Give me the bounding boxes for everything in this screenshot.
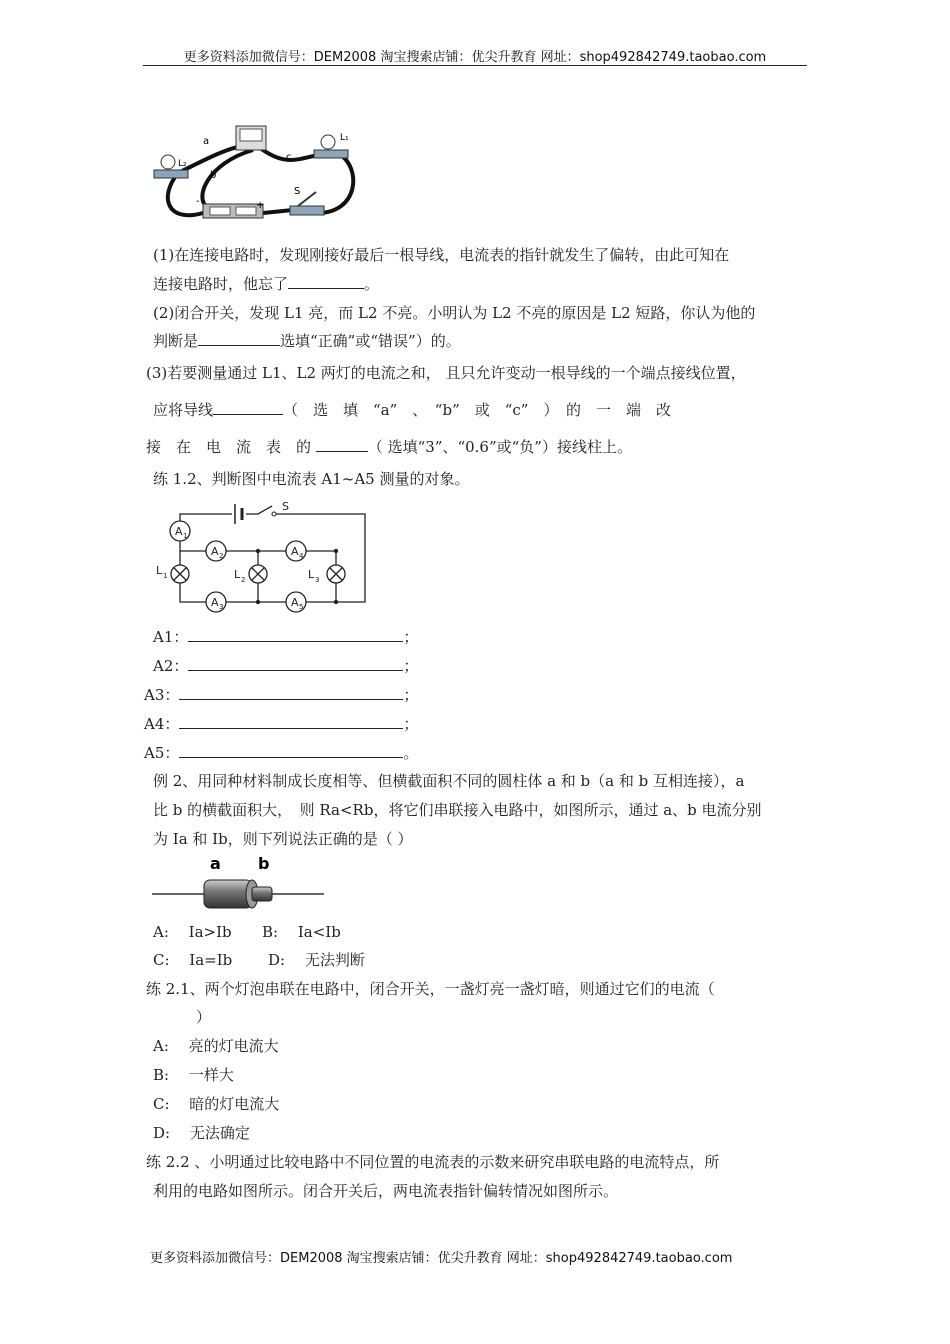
switch <box>290 206 324 215</box>
answer-a1-blank[interactable] <box>188 627 403 642</box>
q1-part3-line1: (3)若要测量通过 L1、L2 两灯的电流之和， 且只允许变动一根导线的一个端点接线位置， <box>146 364 746 382</box>
ex22-line2: 利用的电路如图所示。闭合开关后，两电流表指针偏转情况如图所示。 <box>153 1182 619 1200</box>
answer-a5-blank[interactable] <box>179 743 403 758</box>
answer-a2 <box>153 656 418 676</box>
lamp-l1-label: L <box>156 564 163 577</box>
ammeter-a5-label: A <box>291 596 299 609</box>
answer-a2-blank[interactable] <box>188 656 403 671</box>
ex2-option-b: B: Ia<Ib <box>262 923 341 941</box>
answer-a3 <box>144 685 418 705</box>
ex22-line1: 练 2.2 、小明通过比较电路中不同位置的电流表的示数来研究串联电路的电流特点，所 <box>146 1153 720 1171</box>
q1-part3-blank1[interactable] <box>213 400 283 415</box>
page-header: 更多资料添加微信号：DEM2008 淘宝搜索店铺：优尖升教育 网址：shop492842749.taobao.com <box>183 50 767 65</box>
q1-part3-text2: 接 在 电 流 表 的 <box>146 438 312 456</box>
answer-a2-end: ； <box>403 657 419 675</box>
cylinder-a-label: a <box>210 854 221 873</box>
answer-a4-label: A4： <box>144 715 180 733</box>
q1-part3-line2 <box>153 400 671 420</box>
ex2-line1: 例 2、用同种材料制成长度相等、但横截面积不同的圆柱体 a 和 b（a 和 b 互相连接），a <box>153 772 745 790</box>
page-footer: 更多资料添加微信号：DEM2008 淘宝搜索店铺：优尖升教育 网址：shop492842749.taobao.com <box>150 1251 733 1266</box>
q1-part1-line1: (1)在连接电路时，发现刚接好最后一根导线，电流表的指针就发生了偏转，由此可知在 <box>153 246 730 264</box>
ammeter-a5-sub: 5 <box>299 603 304 611</box>
lamp-l3-sub: 3 <box>315 576 320 584</box>
label-l2: L₂ <box>178 159 187 169</box>
lamp-l1-base <box>314 150 348 158</box>
ammeter-a3-label: A <box>211 596 219 609</box>
ex12-title: 练 1.2、判断图中电流表 A1~A5 测量的对象。 <box>153 470 470 488</box>
ex21-line2: ） <box>196 1008 212 1026</box>
q1-part3-line3 <box>146 437 632 457</box>
answer-a1-end: ； <box>403 628 419 646</box>
ex2-line3: 为 Ia 和 Ib，则下列说法正确的是（ ） <box>153 830 413 848</box>
answer-a1-label: A1： <box>153 628 189 646</box>
q1-part2-end: 选填“正确”或“错误”）的。 <box>280 332 461 350</box>
ex21-line1: 练 2.1、两个灯泡串联在电路中，闭合开关，一盏灯亮一盏灯暗，则通过它们的电流（ <box>146 980 715 998</box>
q1-part1-line2 <box>153 274 379 294</box>
ammeter-circuit-diagram <box>150 496 380 616</box>
answer-a4 <box>144 714 418 734</box>
header-rule <box>143 65 807 66</box>
answer-a4-blank[interactable] <box>179 714 403 729</box>
lamp-l2-bulb <box>161 155 175 169</box>
wire-c-label: c <box>286 152 292 163</box>
lamp-l1-bulb <box>321 135 335 149</box>
q1-part1-text: 连接电路时，他忘了 <box>153 275 289 293</box>
ammeter-a3-sub: 3 <box>219 603 224 611</box>
answer-a5 <box>144 743 418 763</box>
ex21-option-c: C: 暗的灯电流大 <box>153 1095 280 1113</box>
ex2-option-c: C: Ia=Ib <box>153 951 233 969</box>
wire-b-label: b <box>210 170 217 181</box>
answer-a3-label: A3： <box>144 686 180 704</box>
lamp-l2-label: L <box>234 568 241 581</box>
q1-part3-blank2[interactable] <box>316 437 368 452</box>
switch-label: S <box>282 500 289 513</box>
circuit-photo-figure <box>148 118 368 238</box>
ex21-option-a: A: 亮的灯电流大 <box>153 1037 279 1055</box>
lamp-l1-sub: 1 <box>163 572 168 580</box>
answer-a2-label: A2： <box>153 657 189 675</box>
ammeter-a4-label: A <box>291 545 299 558</box>
ex2-option-a: A: Ia>Ib <box>153 923 232 941</box>
q1-part3-end: （ 选填“3”、“0.6”或“负”）接线柱上。 <box>367 438 632 456</box>
q1-part2-blank[interactable] <box>198 331 280 346</box>
answer-a4-end: ； <box>403 715 419 733</box>
battery-minus: - <box>196 196 200 207</box>
ammeter-a2-label: A <box>211 545 219 558</box>
ex21-option-d: D: 无法确定 <box>153 1124 250 1142</box>
cylinder-b-label: b <box>258 854 270 873</box>
ex2-line2: 比 b 的横截面积大， 则 Ra<Rb，将它们串联接入电路中，如图所示，通过 a、b 电流分别 <box>153 801 762 819</box>
cylinder-a <box>204 880 252 908</box>
lamp-l2-sub: 2 <box>241 576 246 584</box>
ammeter-a1-sub: 1 <box>183 532 188 540</box>
wire-a-label: a <box>203 136 210 147</box>
answer-a1 <box>153 627 418 647</box>
cylinder-b <box>252 887 272 901</box>
ex2-option-d: D: 无法判断 <box>268 951 365 969</box>
answer-a3-blank[interactable] <box>179 685 403 700</box>
answer-a5-end: 。 <box>403 744 419 762</box>
ammeter-a2-sub: 2 <box>219 552 224 560</box>
battery-plus: + <box>256 200 265 211</box>
q1-part3-choices: （ 选 填 “a” 、 “b” 或 “c” ） 的 一 端 改 <box>283 401 671 419</box>
q1-part2-line2 <box>153 331 461 351</box>
ex21-option-b: B: 一样大 <box>153 1066 234 1084</box>
label-l1: L₁ <box>340 133 349 143</box>
answer-a5-label: A5： <box>144 744 180 762</box>
lamp-l2-base <box>154 170 188 178</box>
q1-part3-text: 应将导线 <box>153 401 214 419</box>
answer-a3-end: ； <box>403 686 419 704</box>
q1-part2-text: 判断是 <box>153 332 199 350</box>
q1-part2-line1: (2)闭合开关，发现 L1 亮，而 L2 不亮。小明认为 L2 不亮的原因是 L2 短路，你认为他的 <box>153 304 756 322</box>
cylinder-figure <box>152 852 327 922</box>
ammeter-a1-label: A <box>175 525 183 538</box>
ammeter-a4-sub: 4 <box>299 552 304 560</box>
lamp-l3-label: L <box>308 568 315 581</box>
q1-part1-blank[interactable] <box>288 274 364 289</box>
q1-part1-end: 。 <box>364 275 380 293</box>
label-s: S <box>294 186 301 197</box>
